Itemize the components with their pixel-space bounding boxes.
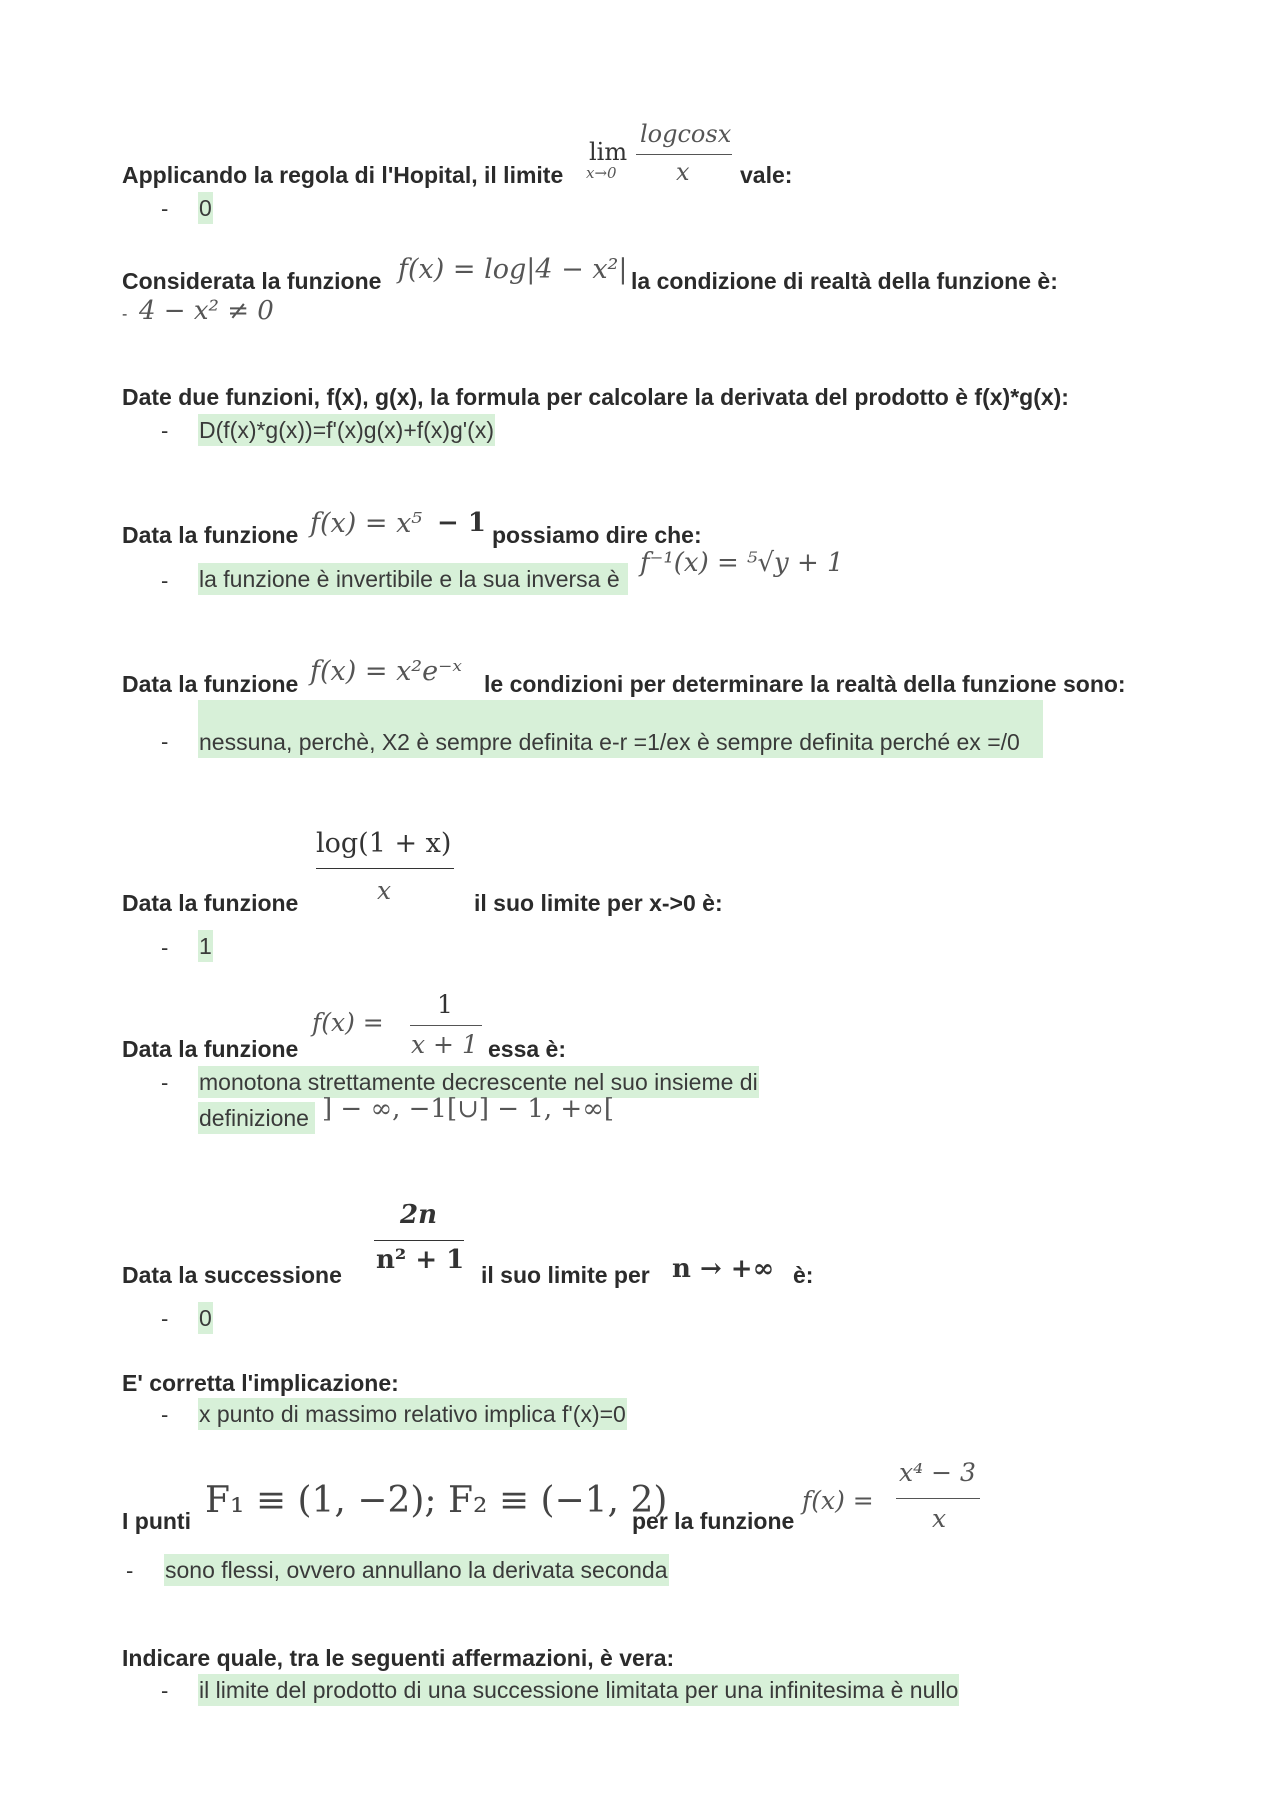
bullet-dash: -: [122, 306, 128, 323]
fraction-numerator: 1: [437, 990, 453, 1019]
limit-expression: n → +∞: [672, 1254, 775, 1284]
question-3: Date due funzioni, f(x), g(x), la formula per calcolare la derivata del prodotto è f(x)*g(x):: [122, 384, 1069, 410]
question-10-suffix: per la funzione: [632, 1508, 795, 1534]
fraction-bar: [896, 1498, 980, 1499]
question-2-suffix: la condizione di realtà della funzione è:: [631, 268, 1058, 294]
fraction-bar: [636, 154, 732, 155]
fraction-denominator: n² + 1: [376, 1245, 465, 1275]
question-8: Data la successione: [122, 1262, 342, 1288]
fraction-bar: [316, 868, 454, 869]
fraction-denominator: x: [932, 1504, 947, 1533]
question-1-suffix: vale:: [740, 162, 793, 188]
question-2: Considerata la funzione: [122, 268, 382, 294]
bullet-dash: -: [161, 1306, 169, 1331]
fraction-bar: [410, 1025, 482, 1026]
bullet-dash: -: [161, 568, 169, 593]
points-formula: F₁ ≡ (1, −2); F₂ ≡ (−1, 2): [205, 1480, 668, 1521]
answer-3: D(f(x)*g(x))=f'(x)g(x)+f(x)g'(x): [198, 414, 495, 446]
question-6-suffix: il suo limite per x->0 è:: [474, 890, 723, 916]
bullet-dash: -: [161, 196, 169, 221]
formula-2: f(x) = log|4 − x²|: [398, 254, 628, 285]
question-11: Indicare quale, tra le seguenti affermazioni, è vera:: [122, 1645, 675, 1671]
lim-subscript: x→0: [586, 164, 617, 182]
question-7: Data la funzione: [122, 1036, 299, 1062]
question-8-suffix: il suo limite per: [481, 1262, 650, 1288]
answer-2: 4 − x² ≠ 0: [139, 296, 274, 326]
bullet-dash: -: [161, 729, 169, 754]
fraction-numerator: 2n: [400, 1200, 437, 1230]
answer-1: 0: [198, 192, 213, 224]
answer-11: il limite del prodotto di una successione limitata per una infinitesima è nullo: [198, 1674, 959, 1706]
answer-6: 1: [198, 930, 213, 962]
bullet-dash: -: [161, 935, 169, 960]
formula-7-lhs: f(x) =: [312, 1008, 384, 1037]
answer-9: x punto di massimo relativo implica f'(x)=0: [198, 1398, 627, 1430]
answer-8: 0: [198, 1302, 213, 1334]
fraction-numerator: logcosx: [640, 120, 732, 148]
question-5-suffix: le condizioni per determinare la realtà della funzione sono:: [484, 671, 1126, 697]
answer-10: sono flessi, ovvero annullano la derivata seconda: [164, 1554, 669, 1586]
fraction-denominator: x: [676, 158, 690, 186]
answer-7-line1: monotona strettamente decrescente nel suo insieme di: [198, 1066, 759, 1098]
question-5: Data la funzione: [122, 671, 299, 697]
lim-symbol: lim: [589, 138, 628, 166]
bullet-dash: -: [126, 1558, 134, 1583]
bullet-dash: -: [161, 1678, 169, 1703]
answer-4: la funzione è invertibile e la sua inversa è: [198, 563, 628, 595]
answer-4-formula: f⁻¹(x) = ⁵√y + 1: [640, 548, 844, 578]
formula-4b: − 1: [437, 508, 486, 538]
question-4-suffix: possiamo dire che:: [492, 522, 702, 548]
fraction-numerator: x⁴ − 3: [899, 1458, 976, 1487]
question-7-suffix: essa è:: [488, 1036, 567, 1062]
bullet-dash: -: [161, 1402, 169, 1427]
formula-5: f(x) = x²e⁻ˣ: [310, 656, 462, 687]
question-10: I punti: [122, 1508, 191, 1534]
question-1: Applicando la regola di l'Hopital, il limite: [122, 162, 564, 188]
question-9: E' corretta l'implicazione:: [122, 1370, 399, 1396]
question-4: Data la funzione: [122, 522, 299, 548]
formula-4a: f(x) = x⁵: [310, 508, 423, 539]
fraction-denominator: x + 1: [411, 1030, 478, 1059]
fraction-denominator: x: [377, 876, 392, 905]
question-6: Data la funzione: [122, 890, 299, 916]
answer-7-line2: definizione: [198, 1102, 315, 1134]
formula-10-lhs: f(x) =: [802, 1486, 874, 1515]
answer-7-formula: ] − ∞, −1[∪] − 1, +∞[: [322, 1094, 615, 1124]
fraction-bar: [374, 1240, 464, 1241]
question-8-end: è:: [793, 1262, 814, 1288]
fraction-numerator: log(1 + x): [316, 828, 452, 859]
bullet-dash: -: [161, 1070, 169, 1095]
answer-5: nessuna, perchè, X2 è sempre definita e-r =1/ex è sempre definita perché ex =/0: [199, 729, 1020, 755]
bullet-dash: -: [161, 418, 169, 443]
